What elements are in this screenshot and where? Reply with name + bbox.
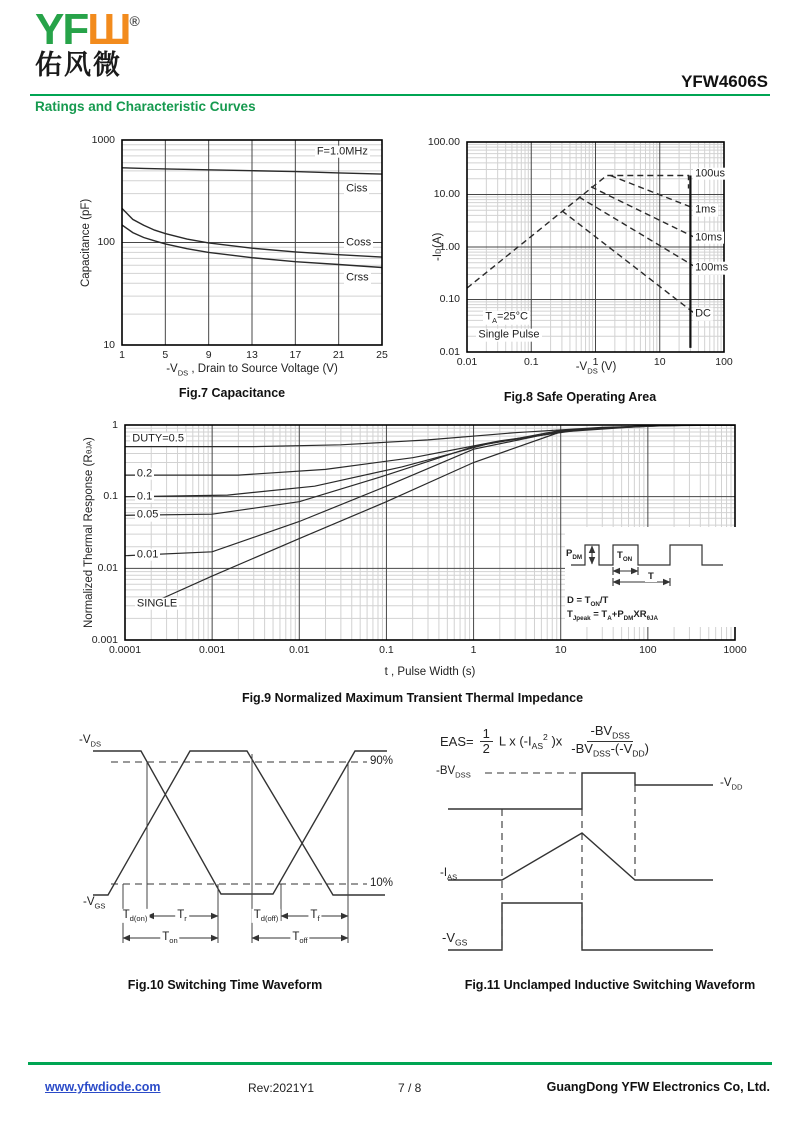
x-tick-label: 10: [554, 644, 567, 656]
inset-duty-formula: $D = T_{ON}/T$: [567, 595, 609, 608]
fig9-inset-diagram: [565, 527, 737, 627]
annotation-02: 0.2: [136, 467, 153, 480]
fig8-canvas: [420, 133, 740, 378]
annotation-001: 0.01: [136, 548, 159, 561]
fig10-tdon-label: $T_{d(on)}$: [122, 908, 148, 924]
formula-frac-bv: $\frac{-BV_{DSS}}{-BV_{DSS}-(-V_{DD})}$: [571, 723, 649, 760]
x-tick-label: 13: [246, 349, 258, 361]
part-number: YFW4606S: [681, 72, 768, 91]
inset-t-label: T: [645, 571, 657, 582]
annotation-singlepulse: Single Pulse: [478, 328, 540, 341]
website-link[interactable]: www.yfwdiode.com: [45, 1080, 161, 1094]
x-tick-label: 100: [715, 356, 733, 368]
fig9-y-axis-label: Normalized Thermal Response (R θJA ): [83, 437, 95, 628]
fig11-uis-waveform: [430, 722, 790, 972]
x-tick-label: 1: [592, 356, 599, 368]
fig10-10pct-label: 10%: [370, 877, 394, 889]
y-tick-label: 0.001: [91, 633, 118, 646]
annotation-100us: 100us: [695, 167, 726, 180]
fig7-capacitance-chart: [72, 133, 392, 378]
y-tick-label: 0.01: [439, 345, 460, 358]
y-tick-label: 10: [103, 338, 115, 351]
formula-mid: L x ($-I_{AS}^2$ )x: [498, 732, 563, 752]
fig10-tdoff-label: $T_{d(off)}$: [253, 908, 279, 924]
annotation-1ms: 1ms: [695, 203, 716, 216]
fig11-bvdss-label: $-BV_{DSS}$: [436, 765, 471, 780]
annotation-coss: Coss: [346, 236, 372, 249]
fig9-caption: Fig.9 Normalized Maximum Transient Thermal Impedance: [241, 691, 584, 705]
fig10-vds-label: $-V_{DS}$: [79, 734, 102, 749]
fig8-soa-chart: [420, 133, 740, 378]
series-100us: [467, 176, 689, 289]
footer-divider: [28, 1062, 772, 1065]
x-tick-label: 0.01: [456, 356, 478, 368]
x-tick-label: 0.01: [289, 644, 310, 656]
fig11-vgs-label: $-V_{GS}$: [442, 930, 468, 948]
fig7-x-axis-label: $-V_{DS}$ , Drain to Source Voltage (V): [166, 363, 338, 378]
x-tick-label: 5: [162, 349, 169, 361]
x-tick-label: 0.0001: [108, 644, 142, 656]
y-tick-label: 1.00: [439, 240, 460, 253]
x-tick-label: 9: [205, 349, 212, 361]
y-tick-label: 0.01: [97, 561, 118, 574]
fig7-canvas: [72, 133, 392, 378]
x-tick-label: 25: [376, 349, 388, 361]
y-tick-label: 0.1: [103, 490, 118, 503]
annotation-dc: DC: [695, 308, 711, 321]
annotation-005: 0.05: [136, 508, 159, 521]
registered-mark-icon: ®: [129, 13, 138, 29]
annotation-10ms: 10ms: [695, 231, 722, 244]
x-tick-label: 1: [119, 349, 125, 361]
logo-yf: YF: [35, 5, 88, 54]
fig7-y-axis-label: Capacitance (pF): [80, 198, 92, 287]
fig10-tf-label: $T_f$: [310, 908, 320, 924]
x-tick-label: 0.001: [199, 644, 226, 656]
annotation-ciss: Ciss: [346, 183, 368, 196]
fig7-caption: Fig.7 Capacitance: [178, 386, 286, 400]
x-tick-label: 1000: [723, 644, 747, 656]
inset-ton-label: $T_{ON}$: [617, 550, 633, 563]
fig9-thermal-chart: [65, 418, 760, 688]
fig10-toff-label: $T_{off}$: [292, 930, 308, 946]
eas-formula: [440, 724, 652, 760]
fig8-y-axis-label: -I D (A): [432, 233, 444, 261]
fig10-caption: Fig.10 Switching Time Waveform: [127, 978, 323, 992]
page-title: Ratings and Characteristic Curves: [35, 99, 256, 114]
annotation-single: SINGLE: [136, 597, 178, 610]
x-tick-label: 1: [470, 644, 477, 656]
fig11-caption: Fig.11 Unclamped Inductive Switching Waveform: [464, 978, 756, 992]
company-name: GuangDong YFW Electronics Co, Ltd.: [546, 1080, 770, 1094]
annotation-crss: Crss: [346, 271, 369, 284]
x-tick-label: 0.1: [379, 644, 394, 656]
yfw-logo: [35, 5, 138, 80]
fig10-vgs-label: $-V_{GS}$: [83, 896, 106, 911]
annotation-01: 0.1: [136, 490, 153, 503]
logo-wordmark: [35, 5, 138, 54]
uis-waveform-drawing: [430, 760, 790, 970]
fig8-x-axis-label: $-V_{DS}$ (V): [575, 361, 617, 376]
pulse-train-drawing: [565, 527, 737, 593]
fig10-90pct-label: 90%: [370, 755, 394, 767]
y-tick-label: 10.00: [433, 188, 460, 200]
formula-lhs: EAS=: [440, 734, 474, 750]
logo-w-glyph: Ш: [87, 5, 130, 54]
inset-pdm-label: $P_{DM}$: [566, 548, 583, 561]
fig11-ias-label: $-I_{AS}$: [440, 867, 458, 882]
y-tick-label: 1000: [91, 133, 115, 146]
annotation-ta25c: $T_A=25^\circ C$: [485, 310, 528, 325]
x-tick-label: 10: [653, 356, 666, 368]
x-tick-label: 17: [289, 349, 302, 361]
header-divider: [30, 94, 770, 96]
annotation-f10mhz: F=1.0MHz: [316, 145, 368, 158]
fig9-x-axis-label: t , Pulse Width (s): [384, 666, 476, 678]
annotation-duty05: DUTY=0.5: [132, 433, 184, 446]
y-tick-label: 100: [97, 236, 115, 248]
fig10-ton-label: $T_{on}$: [162, 930, 178, 946]
fig11-vdd-label: $-V_{DD}$: [720, 777, 743, 792]
fig10-tr-label: $T_r$: [177, 908, 187, 924]
fig10-switching-waveform: [75, 734, 405, 958]
annotation-100ms: 100ms: [695, 261, 729, 274]
revision-label: Rev:2021Y1: [248, 1081, 315, 1095]
inset-tjpeak-formula: $T_{Jpeak} = T_A+P_{DM}XR_{\theta JA}$: [567, 609, 659, 622]
x-tick-label: 0.1: [523, 356, 539, 368]
y-tick-label: 0.10: [439, 293, 460, 305]
y-tick-label: 1: [112, 418, 118, 431]
formula-frac-half: $\frac{1}{2}$: [480, 727, 493, 758]
x-tick-label: 100: [639, 644, 657, 656]
logo-chinese-name: 佑风微: [35, 50, 122, 80]
y-tick-label: 100.00: [427, 135, 460, 148]
page-number: 7 / 8: [398, 1081, 422, 1095]
x-tick-label: 21: [332, 349, 345, 361]
fig8-caption: Fig.8 Safe Operating Area: [503, 390, 657, 404]
